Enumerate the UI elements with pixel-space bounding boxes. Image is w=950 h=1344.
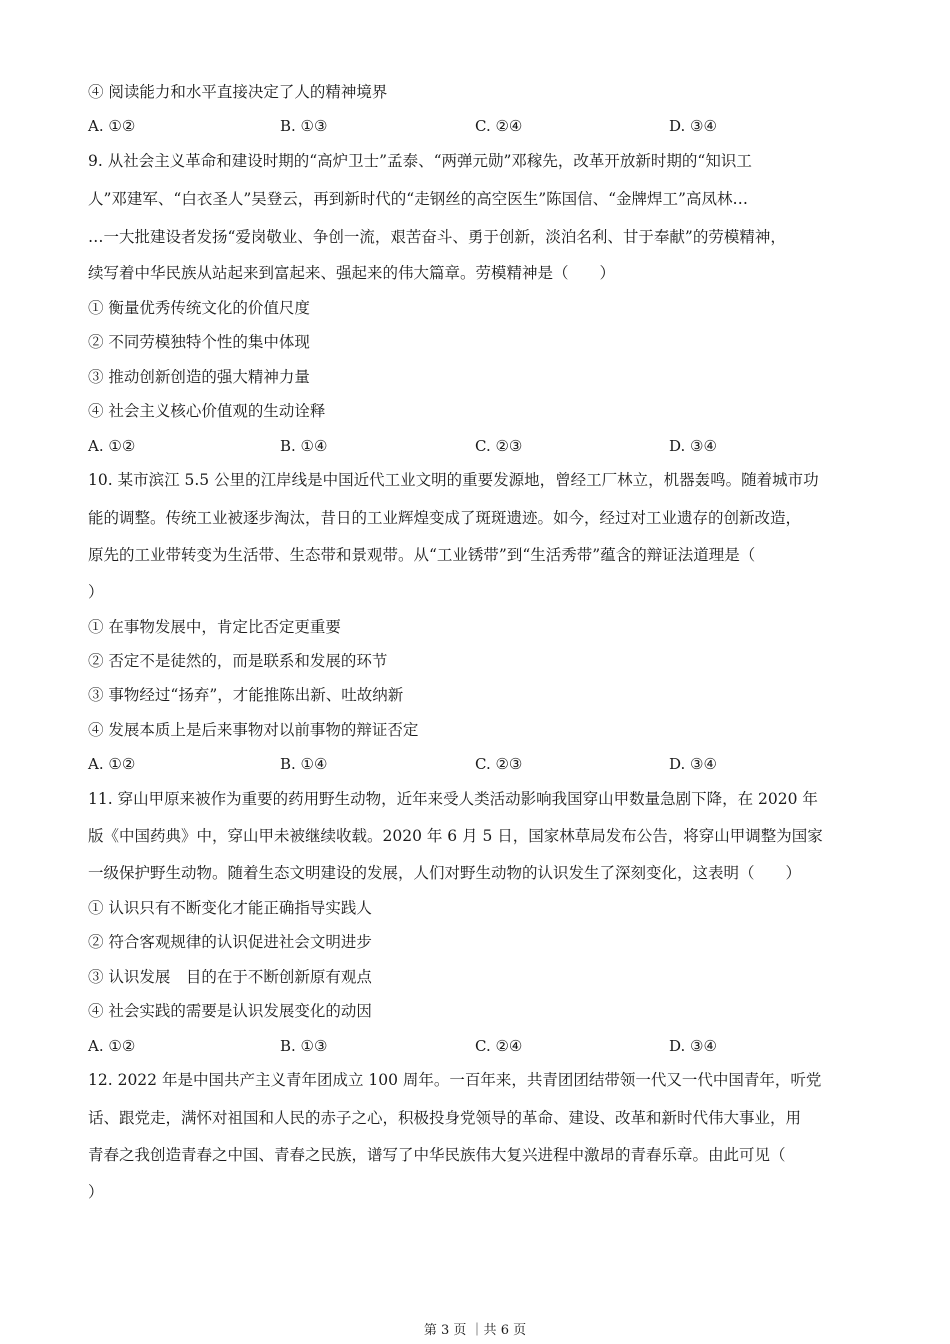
- q10-stem-line-4: ）: [88, 583, 104, 601]
- page-footer: 第 3 页 ｜共 6 页: [423, 1323, 527, 1338]
- q11-choice-a: A. ①②: [88, 1037, 136, 1055]
- q8-option-4: ④ 阅读能力和水平直接决定了人的精神境界: [88, 83, 388, 101]
- q9-option-3: ③ 推动创新创造的强大精神力量: [88, 368, 310, 386]
- q10-stem-line-1: 10. 某市滨江 5.5 公里的江岸线是中国近代工业文明的重要发源地，曾经工厂林立，机器轰鸣。随着城市功: [88, 471, 819, 489]
- q8-answer-choices: [88, 115, 868, 137]
- q10-answer-choices: [88, 753, 868, 775]
- q11-option-4: ④ 社会实践的需要是认识发展变化的动因: [88, 1002, 372, 1020]
- q9-stem-line-3: …一大批建设者发扬“爱岗敬业、争创一流，艰苦奋斗、勇于创新，淡泊名利、甘于奉献”的劳模精神，: [88, 228, 786, 246]
- q9-choice-d: D. ③④: [669, 437, 717, 455]
- q9-stem-line-2: 人”邓建军、“白衣圣人”吴登云，再到新时代的“走钢丝的高空医生”陈国信、“金牌焊工”高凤林…: [88, 190, 748, 208]
- q11-stem-line-1: 11. 穿山甲原来被作为重要的药用野生动物，近年来受人类活动影响我国穿山甲数量急剧下降，在 2020 年: [88, 790, 818, 808]
- q10-stem-line-2: 能的调整。传统工业被逐步淘汰，昔日的工业辉煌变成了斑斑遗迹。如今，经过对工业遗存的创新改造，: [88, 509, 802, 527]
- q10-option-1: ① 在事物发展中，肯定比否定更重要: [88, 618, 341, 636]
- q10-option-4: ④ 发展本质上是后来事物对以前事物的辩证否定: [88, 721, 419, 739]
- q10-option-3: ③ 事物经过“扬弃”，才能推陈出新、吐故纳新: [88, 686, 404, 704]
- q10-option-2: ② 否定不是徒然的，而是联系和发展的环节: [88, 652, 388, 670]
- q9-stem-line-4: 续写着中华民族从站起来到富起来、强起来的伟大篇章。劳模精神是（ ）: [88, 264, 616, 282]
- q10-stem-line-3: 原先的工业带转变为生活带、生态带和景观带。从“工业锈带”到“生活秀带”蕴含的辩证法道理是（: [88, 546, 756, 564]
- q12-stem-line-1: 12. 2022 年是中国共产主义青年团成立 100 周年。一百年来，共青团团结带领一代又一代中国青年，听党: [88, 1071, 822, 1089]
- q12-stem-line-3: 青春之我创造青春之中国、青春之民族，谱写了中华民族伟大复兴进程中激昂的青春乐章。由此可见（: [88, 1146, 786, 1164]
- q8-choice-b: B. ①③: [280, 117, 328, 135]
- q11-option-2: ② 符合客观规律的认识促进社会文明进步: [88, 933, 372, 951]
- q8-choice-c: C. ②④: [475, 117, 523, 135]
- q11-choice-b: B. ①③: [280, 1037, 328, 1055]
- q11-choice-c: C. ②④: [475, 1037, 523, 1055]
- q11-choice-d: D. ③④: [669, 1037, 717, 1055]
- q8-choice-d: D. ③④: [669, 117, 717, 135]
- q9-choice-b: B. ①④: [280, 437, 328, 455]
- q9-answer-choices: [88, 435, 868, 457]
- q11-stem-line-2: 版《中国药典》中，穿山甲未被继续收载。2020 年 6 月 5 日，国家林草局发布公告，将穿山甲调整为国家: [88, 827, 823, 845]
- q11-option-1: ① 认识只有不断变化才能正确指导实践人: [88, 899, 372, 917]
- q9-choice-c: C. ②③: [475, 437, 523, 455]
- q10-choice-c: C. ②③: [475, 755, 523, 773]
- q12-stem-line-4: ）: [88, 1183, 104, 1201]
- q12-stem-line-2: 话、跟党走，满怀对祖国和人民的赤子之心，积极投身党领导的革命、建设、改革和新时代伟大事业，用: [88, 1109, 802, 1127]
- q11-stem-line-3: 一级保护野生动物。随着生态文明建设的发展，人们对野生动物的认识发生了深刻变化，这表明（ ）: [88, 864, 802, 882]
- q8-choice-a: A. ①②: [88, 117, 136, 135]
- q10-choice-a: A. ①②: [88, 755, 136, 773]
- q11-option-3: ③ 认识发展 目的在于不断创新原有观点: [88, 968, 372, 986]
- q11-answer-choices: [88, 1035, 868, 1057]
- q9-option-1: ① 衡量优秀传统文化的价值尺度: [88, 299, 310, 317]
- q9-choice-a: A. ①②: [88, 437, 136, 455]
- q9-option-4: ④ 社会主义核心价值观的生动诠释: [88, 402, 326, 420]
- q9-option-2: ② 不同劳模独特个性的集中体现: [88, 333, 310, 351]
- q10-choice-b: B. ①④: [280, 755, 328, 773]
- q9-stem-line-1: 9. 从社会主义革命和建设时期的“高炉卫士”孟泰、“两弹元勋”邓稼先，改革开放新时期的“知识工: [88, 152, 752, 170]
- q10-choice-d: D. ③④: [669, 755, 717, 773]
